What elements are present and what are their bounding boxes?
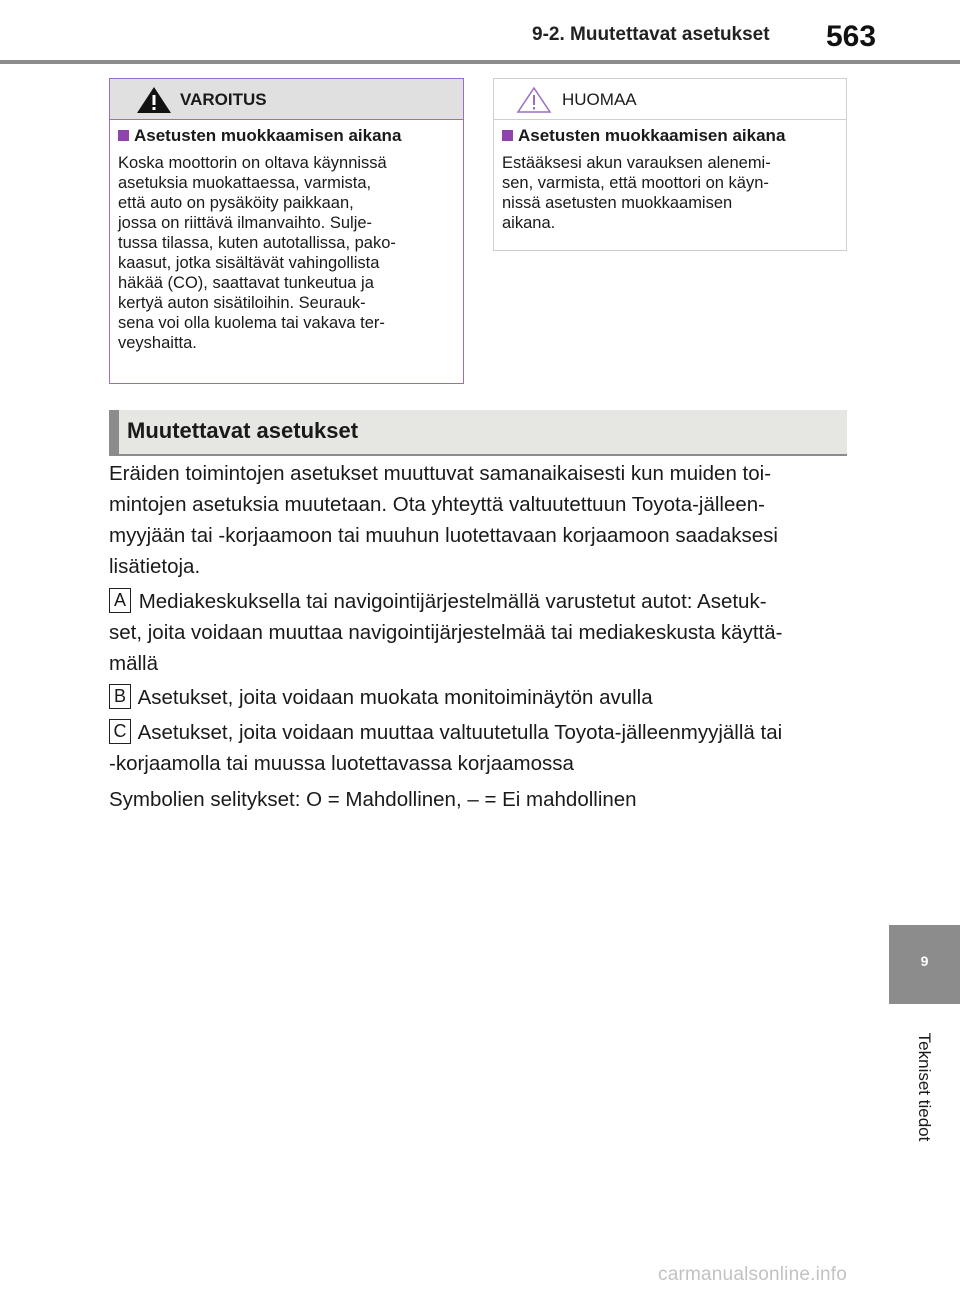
item-a-text: Mediakeskuksella tai navigointijärjestelmällä varustetut autot: Asetuk- set, joita voidaan muuttaa navigointijärjestelmää tai mediakeskusta käyttä- mällä	[109, 590, 783, 675]
section-title: Muutettavat asetukset	[127, 418, 359, 443]
warning-box	[109, 78, 464, 384]
watermark: carmanualsonline.info	[658, 1264, 848, 1285]
letter-b-badge: B	[109, 684, 131, 709]
note-label: HUOMAA	[562, 90, 637, 109]
warning-body: Koska moottorin on oltava käynnissä asetuksia muokattaessa, varmista, että auto on pysäköity paikkaan, jossa on riittävä ilmanvaihto. Sulje- tussa tilassa, kuten autotallissa, pako- kaasut, jotka sisältävät vahingollista häkää (CO), saattavat tunkeutua ja kertyä auton sisätiloihin. Seurauk- sena voi olla kuolema tai vakava ter- veyshaitta.	[118, 154, 396, 352]
item-b-text: Asetukset, joita voidaan muokata monitoiminäytön avulla	[133, 686, 653, 709]
square-bullet-icon	[118, 130, 129, 141]
section-underline	[109, 454, 847, 456]
warning-triangle-filled-icon	[136, 86, 172, 114]
chapter-title: 9-2. Muutettavat asetukset	[532, 24, 770, 45]
warning-subheading-text: Asetusten muokkaamisen aikana	[134, 126, 402, 145]
note-box-header	[494, 79, 846, 120]
section-heading-bar	[109, 410, 847, 454]
letter-c-badge: C	[109, 719, 131, 744]
caution-triangle-outline-icon	[516, 86, 552, 114]
warning-box-header	[110, 79, 463, 120]
chapter-tab[interactable]	[889, 925, 960, 1004]
symbols-legend: Symbolien selitykset: O = Mahdollinen, – = Ei mahdollinen	[109, 788, 637, 811]
page-number: 563	[826, 20, 877, 53]
note-subheading-text: Asetusten muokkaamisen aikana	[518, 126, 786, 145]
warning-subheading	[118, 126, 401, 146]
header-divider	[0, 60, 960, 64]
note-body: Estääksesi akun varauksen alenemi- sen, varmista, että moottori on käyn- nissä asetusten muokkaamisen aikana.	[502, 154, 771, 232]
letter-a-badge: A	[109, 588, 131, 613]
intro-paragraph: Eräiden toimintojen asetukset muuttuvat samanaikaisesti kun muiden toi- mintojen asetuksia muutetaan. Ota yhteyttä valtuutettuun Toyota-jälleen- myyjään tai -korjaamoon tai muuhun luotettavaan korjaamoon saadaksesi lisätietoja.	[109, 462, 778, 578]
item-c-text: Asetukset, joita voidaan muuttaa valtuutetulla Toyota-jälleenmyyjällä tai -korjaamolla tai muussa luotettavassa korjaamossa	[109, 721, 783, 775]
chapter-tab-label: Tekniset tiedot	[915, 1032, 934, 1142]
chapter-tab-number: 9	[920, 953, 929, 969]
section-accent	[109, 410, 119, 454]
item-a-paragraph	[109, 586, 849, 679]
square-bullet-icon	[502, 130, 513, 141]
item-b-paragraph	[109, 682, 849, 713]
warning-label: VAROITUS	[180, 90, 267, 109]
item-c-paragraph	[109, 717, 849, 779]
note-box	[493, 78, 847, 251]
note-subheading	[502, 126, 785, 146]
